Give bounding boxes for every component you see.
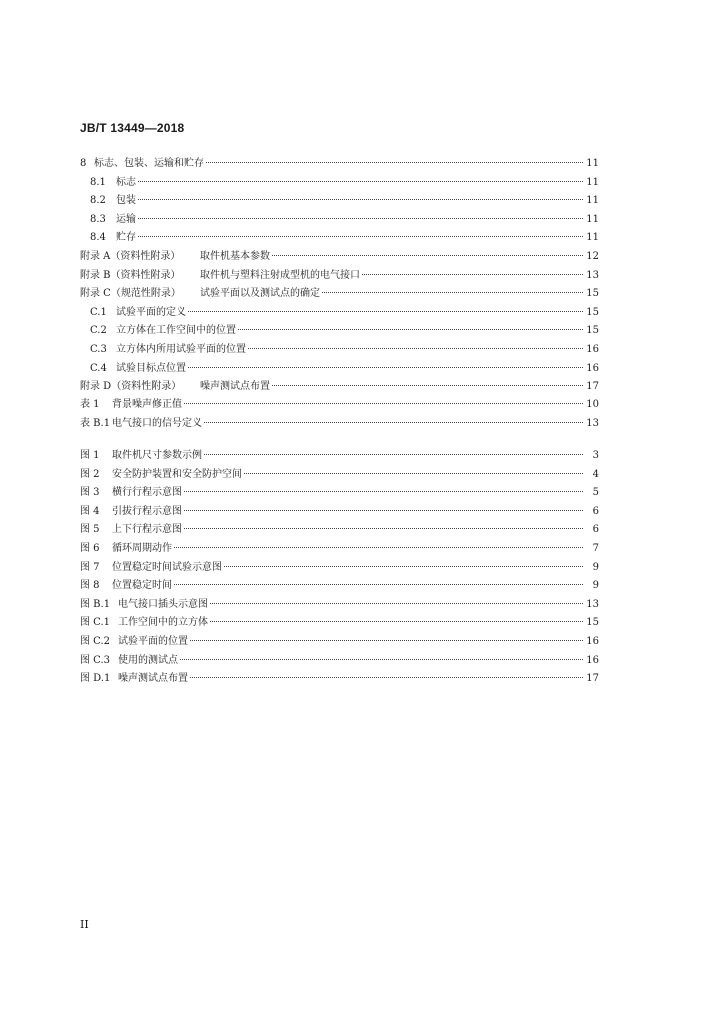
toc-entry-title: 取件机与塑料注射成型机的电气接口: [200, 269, 360, 281]
toc-entry-title: 取件机尺寸参数示例: [112, 450, 202, 461]
toc-entry-page: 11: [586, 176, 599, 188]
toc-entry-number: 图 C.1: [80, 617, 111, 629]
toc-entry-page: 9: [592, 561, 599, 573]
toc-tables-list: [80, 396, 599, 433]
toc-entry-page: 13: [586, 269, 599, 281]
toc-entry-page: 11: [586, 213, 599, 225]
toc-entry-number: C.4: [90, 362, 107, 374]
toc-leader-dots: [184, 528, 583, 529]
toc-leader-dots: [244, 473, 583, 474]
toc-entry-title: 取件机基本参数: [200, 250, 270, 262]
toc-entry-page: 15: [586, 306, 599, 318]
toc-entry[interactable]: [80, 577, 599, 596]
toc-entry[interactable]: [80, 559, 599, 578]
toc-entry[interactable]: [80, 285, 599, 304]
toc-entry-number: C.1: [90, 306, 107, 318]
page-number-footer: II: [80, 918, 89, 931]
toc-entry-page: 15: [586, 288, 599, 300]
toc-entry[interactable]: [80, 503, 599, 522]
toc-entry-title: 位置稳定时间: [112, 580, 172, 592]
toc-entry-page: 16: [586, 635, 599, 647]
toc-entry-page: 16: [586, 362, 599, 374]
toc-entry[interactable]: [80, 670, 599, 689]
toc-entry[interactable]: [80, 155, 599, 174]
toc-entry-title: 工作空间中的立方体: [118, 617, 208, 629]
toc-leader-dots: [248, 348, 583, 349]
toc-entry-number: 图 6: [80, 542, 100, 554]
toc-entry-title: 电气接口插头示意图: [118, 598, 208, 610]
toc-entry-page: 11: [586, 195, 599, 207]
toc-entry[interactable]: [80, 360, 599, 379]
toc-entry-title: 噪声测试点布置: [118, 673, 188, 685]
toc-entry-title: 立方体在工作空间中的位置: [116, 325, 236, 337]
toc-entry-number: 图 C.3: [80, 654, 111, 666]
toc-entry[interactable]: [80, 484, 599, 503]
toc-leader-dots: [180, 659, 583, 660]
toc-entry-page: 11: [586, 232, 599, 244]
toc-entry-title: 标志、包装、运输和贮存: [94, 158, 204, 169]
toc-entry[interactable]: [80, 540, 599, 559]
toc-leader-dots: [190, 677, 583, 678]
toc-entry-page: 15: [586, 325, 599, 337]
toc-entry-number: C.2: [90, 325, 107, 337]
toc-entry-number: 8.3: [90, 213, 106, 225]
toc-entry-number: 图 7: [80, 561, 100, 573]
toc-entry-page: 10: [586, 399, 599, 410]
toc-entry-title: 循环周期动作: [112, 542, 172, 554]
toc-entry-page: 9: [592, 580, 599, 592]
toc-entry[interactable]: [80, 415, 599, 434]
toc-entry[interactable]: [80, 466, 599, 485]
document-header: JB/T 13449—2018: [80, 121, 185, 135]
toc-leader-dots: [210, 621, 583, 622]
toc-entry-number: 8.1: [90, 176, 106, 188]
toc-leader-dots: [322, 292, 583, 293]
toc-entry-title: 贮存: [116, 232, 136, 244]
toc-entry[interactable]: [80, 211, 599, 230]
toc-entry-page: 17: [586, 381, 599, 393]
toc-leader-dots: [204, 422, 583, 423]
toc-entry[interactable]: [80, 378, 599, 397]
toc-entry-number: 图 2: [80, 468, 100, 480]
toc-entry-number: 图 8: [80, 580, 100, 592]
toc-entry-title: 使用的测试点: [118, 654, 178, 666]
toc-entry[interactable]: [80, 248, 599, 267]
toc-leader-dots: [210, 603, 583, 604]
toc-leader-dots: [190, 640, 583, 641]
toc-entry-number: C.3: [90, 343, 107, 355]
toc-entry[interactable]: [80, 396, 599, 415]
toc-entry-page: 13: [586, 417, 599, 429]
toc-entry-title: 安全防护装置和安全防护空间: [112, 468, 242, 480]
toc-leader-dots: [188, 311, 583, 312]
toc-leader-dots: [138, 218, 583, 219]
toc-entry[interactable]: [80, 614, 599, 633]
toc-entry-number: 附录 C（规范性附录）: [80, 288, 181, 300]
toc-entry-number: 附录 D（资料性附录）: [80, 381, 182, 393]
toc-entry-page: 16: [586, 343, 599, 355]
toc-entry[interactable]: [80, 192, 599, 211]
toc-entry-title: 立方体内所用试验平面的位置: [116, 343, 246, 355]
toc-entry-title: 上下行程示意图: [112, 524, 182, 536]
toc-leader-dots: [362, 274, 583, 275]
toc-leader-dots: [184, 403, 583, 404]
toc-entry-number: 表 B.1: [80, 417, 111, 429]
toc-entry-title: 电气接口的信号定义: [112, 417, 202, 429]
toc-leader-dots: [138, 199, 583, 200]
toc-entry-title: 试验平面的位置: [118, 635, 188, 647]
toc-entry-number: 图 3: [80, 487, 100, 499]
toc-entry[interactable]: [80, 267, 599, 286]
toc-leader-dots: [184, 491, 583, 492]
toc-entry[interactable]: [80, 322, 599, 341]
toc-entry-number: 图 1: [80, 450, 100, 461]
toc-entry-page: 3: [592, 450, 599, 461]
toc-leader-dots: [238, 329, 583, 330]
toc-entry[interactable]: [80, 633, 599, 652]
toc-entry[interactable]: [80, 447, 599, 466]
toc-entry-title: 试验平面的定义: [116, 306, 186, 318]
toc-entry-page: 11: [586, 158, 599, 169]
toc-entry-page: 13: [586, 598, 599, 610]
toc-entry-number: 8: [80, 158, 87, 169]
toc-leader-dots: [224, 566, 583, 567]
toc-leader-dots: [206, 162, 583, 163]
toc-entry-title: 位置稳定时间试验示意图: [112, 561, 222, 573]
toc-figures-list: [80, 447, 599, 689]
toc-entry-number: 图 5: [80, 524, 100, 536]
toc-leader-dots: [184, 510, 583, 511]
toc-entry-number: 图 4: [80, 505, 100, 517]
toc-entry-page: 17: [586, 673, 599, 685]
toc-entry-title: 引拔行程示意图: [112, 505, 182, 517]
toc-entry-title: 横行行程示意图: [112, 487, 182, 499]
toc-leader-dots: [138, 236, 583, 237]
toc-entry-title: 噪声测试点布置: [200, 381, 270, 393]
toc-entry-page: 4: [592, 468, 599, 480]
toc-entry[interactable]: [80, 596, 599, 615]
toc-entry-page: 7: [592, 542, 599, 554]
toc-leader-dots: [204, 454, 583, 455]
toc-entry-number: 表 1: [80, 399, 100, 410]
toc-entry[interactable]: [80, 652, 599, 671]
toc-entry-title: 包装: [116, 195, 136, 207]
toc-entry-number: 图 B.1: [80, 598, 111, 610]
toc-leader-dots: [174, 584, 583, 585]
toc-entry[interactable]: [80, 229, 599, 248]
toc-entry-title: 试验平面以及测试点的确定: [200, 288, 320, 300]
toc-entry-page: 5: [592, 487, 599, 499]
toc-entry-number: 8.4: [90, 232, 106, 244]
toc-entry-title: 运输: [116, 213, 136, 225]
toc-entry[interactable]: [80, 304, 599, 323]
toc-sections-list: [80, 155, 599, 397]
toc-entry[interactable]: [80, 341, 599, 360]
toc-entry[interactable]: [80, 174, 599, 193]
toc-entry-number: 8.2: [90, 195, 106, 207]
toc-leader-dots: [272, 255, 583, 256]
toc-entry-title: 背景噪声修正值: [112, 399, 182, 410]
toc-entry-page: 6: [592, 524, 599, 536]
toc-entry-page: 6: [592, 505, 599, 517]
toc-entry-number: 附录 B（资料性附录）: [80, 269, 181, 281]
toc-leader-dots: [188, 367, 583, 368]
toc-entry-page: 12: [586, 250, 599, 262]
toc-entry-number: 附录 A（资料性附录）: [80, 250, 181, 262]
toc-entry[interactable]: [80, 521, 599, 540]
toc-entry-page: 15: [586, 617, 599, 629]
toc-entry-number: 图 C.2: [80, 635, 111, 647]
toc-leader-dots: [138, 181, 583, 182]
toc-leader-dots: [272, 385, 583, 386]
toc-entry-number: 图 D.1: [80, 673, 111, 685]
toc-entry-page: 16: [586, 654, 599, 666]
toc-leader-dots: [174, 547, 583, 548]
toc-entry-title: 标志: [116, 176, 136, 188]
toc-entry-title: 试验目标点位置: [116, 362, 186, 374]
